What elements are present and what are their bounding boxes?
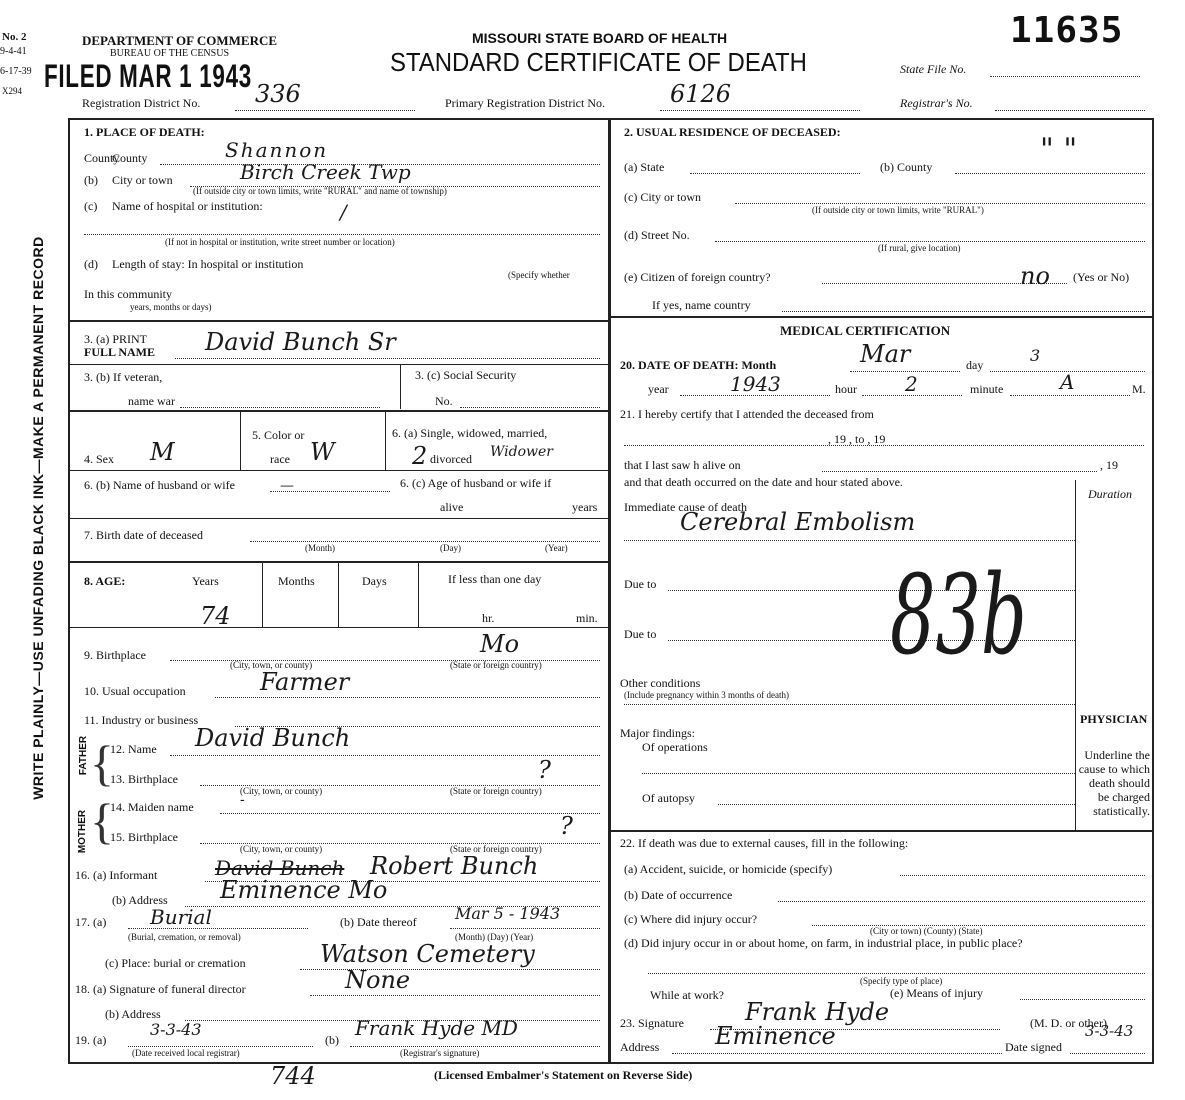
death-hour-value: 2	[905, 372, 918, 396]
death-year-value: 1943	[730, 372, 781, 396]
death-minute-value: A	[1060, 370, 1075, 394]
race-label: race	[270, 452, 290, 466]
date-signed-value: 3-3-43	[1085, 1022, 1134, 1040]
father-birthplace-value: ?	[538, 756, 551, 784]
m-label: M.	[1132, 382, 1146, 396]
hour-label: hour	[835, 382, 857, 396]
dept-label: DEPARTMENT OF COMMERCE	[82, 33, 278, 48]
pregnancy-note: (Include pregnancy within 3 months of death)	[624, 690, 789, 700]
citizen-value: no	[1020, 262, 1050, 290]
major-findings-label: Major findings:	[620, 726, 695, 740]
birth-day-note: (Day)	[440, 543, 461, 553]
s13-label: 13. Birthplace	[110, 772, 178, 786]
signer-address-value: Eminence	[715, 1022, 836, 1050]
registrar-signature: Frank Hyde MD	[355, 1016, 518, 1040]
birth-month-note: (Month)	[305, 543, 335, 553]
stay-note: (Specify whether	[508, 270, 570, 280]
name-war-label: name war	[128, 394, 175, 408]
last-saw-label: that I last saw h alive on	[624, 458, 741, 472]
day-label: day	[966, 358, 984, 372]
signer-address-label: Address	[620, 1040, 660, 1054]
margin-date-1: 9-4-41	[0, 46, 27, 57]
marital-value: Widower	[490, 444, 553, 460]
father-brace: {	[90, 735, 114, 791]
margin-date-2: 6-17-39	[0, 66, 32, 77]
county-field-label: County	[112, 151, 148, 165]
s6a-label: 6. (a) Single, widowed, married,	[392, 426, 548, 440]
spouse-dash: —	[280, 478, 294, 494]
birthplace-city-note: (City, town, or county)	[230, 660, 313, 670]
s23-label: 23. Signature	[620, 1016, 684, 1030]
death-occurred-text: and that death occurred on the date and hour stated above.	[624, 475, 903, 489]
race-value: W	[310, 438, 335, 466]
less-than-day-label: If less than one day	[448, 572, 542, 586]
type-place-note: (Specify type of place)	[860, 976, 943, 986]
hr-label: hr.	[482, 611, 495, 625]
md-or-label: (M. D. or other)	[1030, 1016, 1107, 1030]
s14-label: 14. Maiden name	[110, 800, 194, 814]
birthplace-state-note: (State or foreign country)	[450, 660, 542, 670]
due-to-label-1: Due to	[624, 577, 657, 591]
informant-address-value: Eminence Mo	[220, 876, 388, 904]
city-note: (If outside city or town limits, write "RURAL" and name of township)	[193, 186, 447, 196]
county-value: Shannon	[225, 138, 329, 162]
minute-label: minute	[970, 382, 1004, 396]
informant-address-label: (b) Address	[112, 893, 168, 907]
means-label: (e) Means of injury	[890, 986, 983, 1000]
big-code-annotation: 83b	[890, 551, 1027, 679]
res-street-note: (If rural, give location)	[878, 243, 961, 253]
s2-label: 2. USUAL RESIDENCE OF DECEASED:	[624, 125, 841, 139]
from-line: , 19 , to , 19	[828, 432, 886, 446]
res-street-label: (d) Street No.	[624, 228, 690, 242]
res-state-label: (a) State	[624, 160, 665, 174]
reg-district-value: 336	[255, 80, 301, 108]
date-parts-note: (Month) (Day) (Year)	[455, 932, 534, 942]
mother-birthplace-value: ?	[560, 812, 573, 840]
marital-code: 2	[412, 442, 428, 470]
occupation-value: Farmer	[260, 668, 350, 696]
board-label: MISSOURI STATE BOARD OF HEALTH	[472, 30, 728, 46]
date-signed-label: Date signed	[1005, 1040, 1062, 1054]
death-day-value: 3	[1030, 346, 1041, 365]
s17-label: 17. (a)	[75, 915, 107, 929]
registrar-signature-note: (Registrar's signature)	[400, 1048, 480, 1058]
yes-no-label: (Yes or No)	[1073, 270, 1130, 284]
city-value: Birch Creek Twp	[240, 160, 411, 184]
city-label: City or town	[112, 173, 173, 187]
registrar-label: Registrar's No.	[900, 96, 973, 110]
form-title: STANDARD CERTIFICATE OF DEATH	[390, 47, 807, 77]
s3c-label: 3. (c) Social Security	[415, 368, 517, 382]
date-received-value: 3-3-43	[150, 1020, 202, 1039]
father-name-value: David Bunch	[195, 724, 351, 752]
s20-label: 20. DATE OF DEATH: Month	[620, 358, 777, 372]
s9-label: 9. Birthplace	[84, 648, 146, 662]
res-county-value: " "	[1040, 132, 1078, 167]
s3a-label: 3. (a) PRINT	[84, 332, 147, 346]
community-label: In this community	[84, 287, 172, 301]
immediate-label: Immediate cause of death	[624, 500, 747, 514]
informant-struck: David Bunch	[215, 856, 345, 880]
injury-place-note: (City or town) (County) (State)	[870, 926, 983, 936]
mother-label: MOTHER	[77, 809, 89, 854]
s8-label: 8. AGE:	[84, 574, 126, 588]
father-label: FATHER	[78, 735, 90, 776]
of-operations-label: Of operations	[642, 740, 708, 754]
date-thereof-label: (b) Date thereof	[340, 915, 417, 929]
other-conditions-label: Other conditions	[620, 676, 701, 690]
age-days-label: Days	[362, 574, 387, 588]
s18-label: 18. (a) Signature of funeral director	[75, 982, 246, 996]
underline-note: Underline the cause to which death should be charged statistically.	[1078, 748, 1150, 818]
certificate-number: 11635	[1010, 10, 1124, 51]
age-value: 74	[200, 602, 231, 630]
physician-label: PHYSICIAN	[1080, 712, 1148, 726]
if-yes-label: If yes, name country	[652, 298, 751, 312]
accident-label: (a) Accident, suicide, or homicide (specify)	[624, 862, 833, 876]
father-city-note: (City, town, or county)	[240, 786, 323, 796]
reg-district-label: Registration District No.	[82, 96, 201, 110]
year-label: year	[648, 382, 669, 396]
age-years-label: Years	[192, 574, 219, 588]
primary-district-label: Primary Registration District No.	[445, 96, 605, 110]
place-label: (c) Place: burial or cremation	[105, 956, 246, 970]
embalmer-note: (Licensed Embalmer's Statement on Reverse Side)	[434, 1068, 693, 1082]
margin-code: X294	[2, 86, 22, 96]
community-note: years, months or days)	[130, 302, 212, 312]
s11-label: 11. Industry or business	[84, 713, 199, 727]
s1-label: 1. PLACE OF DEATH:	[84, 125, 205, 139]
color-label: 5. Color or	[252, 428, 305, 442]
s15-label: 15. Birthplace	[110, 830, 178, 844]
home-label: (d) Did injury occur in or about home, on farm, in industrial place, in public place?	[624, 936, 1023, 950]
last-saw-19: , 19	[1100, 458, 1118, 472]
form-number: No. 2	[2, 31, 27, 43]
bureau-label: BUREAU OF THE CENSUS	[110, 48, 229, 59]
immediate-value: Cerebral Embolism	[680, 508, 916, 536]
sex-value: M	[150, 438, 175, 466]
min-label: min.	[576, 611, 598, 625]
hospital-prefix: (c)	[84, 199, 98, 213]
at-work-label: While at work?	[650, 988, 724, 1002]
s3b-label: 3. (b) If veteran,	[84, 370, 163, 384]
funeral-value: None	[345, 966, 411, 994]
hospital-label: Name of hospital or institution:	[112, 199, 263, 213]
vertical-instruction: WRITE PLAINLY—USE UNFADING BLACK INK—MAKE A PERMANENT RECORD	[30, 236, 46, 800]
death-month-value: Mar	[860, 340, 911, 368]
place-value: Watson Cemetery	[320, 940, 535, 968]
s6c-label: 6. (c) Age of husband or wife if	[400, 476, 552, 490]
medical-cert-header: MEDICAL CERTIFICATION	[780, 323, 951, 338]
of-autopsy-label: Of autopsy	[642, 791, 695, 805]
physician-signature: Frank Hyde	[745, 998, 890, 1026]
state-file-label: State File No.	[900, 62, 967, 76]
city-prefix: (b)	[84, 173, 98, 187]
years-label: years	[572, 500, 598, 514]
county-label: County	[84, 151, 120, 165]
s16-label: 16. (a) Informant	[75, 868, 158, 882]
primary-district-value: 6126	[670, 80, 732, 108]
burial-value: Burial	[150, 905, 212, 929]
fullname-label: FULL NAME	[84, 345, 156, 359]
s22-label: 22. If death was due to external causes, fill in the following:	[620, 836, 909, 850]
duration-label: Duration	[1088, 487, 1133, 501]
burial-note: (Burial, cremation, or removal)	[128, 932, 241, 942]
citizen-label: (e) Citizen of foreign country?	[624, 270, 771, 284]
s6b-label: 6. (b) Name of husband or wife	[84, 478, 235, 492]
date-received-note: (Date received local registrar)	[132, 1048, 240, 1058]
maiden-dash: -	[240, 792, 245, 808]
date-thereof-value: Mar 5 - 1943	[455, 904, 561, 923]
stay-prefix: (d)	[84, 257, 98, 271]
s19b-prefix: (b)	[325, 1033, 339, 1047]
hospital-value: /	[340, 200, 347, 224]
mother-city-note: (City, town, or county)	[240, 844, 323, 854]
occurrence-label: (b) Date of occurrence	[624, 888, 733, 902]
res-county-label: (b) County	[880, 160, 933, 174]
s7-label: 7. Birth date of deceased	[84, 528, 203, 542]
filed-stamp: FILED MAR 1 1943	[44, 58, 252, 94]
s12-label: 12. Name	[110, 742, 157, 756]
mother-state-note: (State or foreign country)	[450, 844, 542, 854]
res-city-label: (c) City or town	[624, 190, 701, 204]
s10-label: 10. Usual occupation	[84, 684, 186, 698]
hospital-note: (If not in hospital or institution, write street number or location)	[165, 237, 395, 247]
bottom-handwritten-number: 744	[270, 1062, 316, 1090]
mother-brace: {	[90, 793, 114, 849]
age-months-label: Months	[278, 574, 315, 588]
sex-label: 4. Sex	[84, 452, 114, 466]
ss-no-label: No.	[435, 394, 453, 408]
s21-label: 21. I hereby certify that I attended the deceased from	[620, 407, 874, 421]
birthplace-value: Mo	[480, 630, 520, 658]
injury-place-label: (c) Where did injury occur?	[624, 912, 758, 926]
res-city-note: (If outside city or town limits, write "RURAL")	[812, 205, 984, 215]
informant-value: Robert Bunch	[370, 852, 539, 880]
birth-year-note: (Year)	[545, 543, 568, 553]
due-to-label-2: Due to	[624, 627, 657, 641]
alive-label: alive	[440, 500, 464, 514]
father-state-note: (State or foreign country)	[450, 786, 542, 796]
fullname-value: David Bunch Sr	[205, 328, 396, 356]
stay-label: Length of stay: In hospital or institution	[112, 257, 304, 271]
divorced-label: divorced	[430, 452, 472, 466]
s19-label: 19. (a)	[75, 1033, 107, 1047]
s18b-label: (b) Address	[105, 1007, 161, 1021]
